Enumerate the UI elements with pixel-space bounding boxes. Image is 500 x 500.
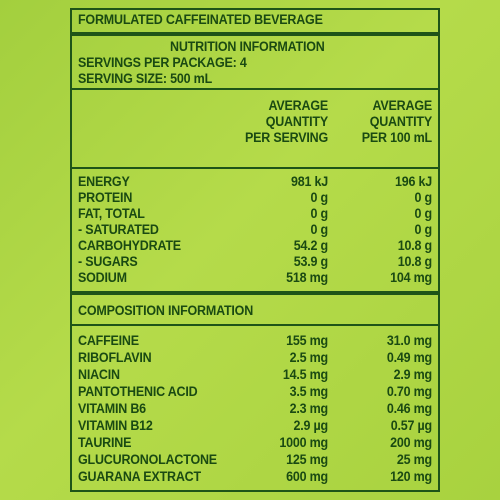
ingredient-label: VITAMIN B12 [78, 418, 153, 434]
nutrient-label: CARBOHYDRATE [78, 238, 181, 254]
divider [72, 32, 438, 36]
nutrient-per-serving: 981 kJ [290, 174, 328, 190]
divider [72, 167, 438, 169]
ingredient-per-100ml: 2.9 mg [393, 367, 432, 383]
nutrition-heading: NUTRITION INFORMATION [170, 39, 325, 55]
nutrient-per-100ml: 0 g [414, 222, 432, 238]
nutrient-per-100ml: 196 kJ [394, 174, 432, 190]
ingredient-per-serving: 2.9 µg [293, 418, 328, 434]
ingredient-label: TAURINE [78, 435, 132, 451]
ingredient-per-100ml: 0.70 mg [386, 384, 432, 400]
nutrient-per-100ml: 10.8 g [397, 238, 432, 254]
ingredient-per-serving: 14.5 mg [282, 367, 328, 383]
ingredient-label: PANTOTHENIC ACID [78, 384, 198, 400]
ingredient-per-100ml: 200 mg [390, 435, 432, 451]
divider [72, 324, 438, 326]
nutrient-per-serving: 518 mg [286, 270, 328, 286]
ingredient-label: GLUCURONOLACTONE [78, 452, 217, 468]
ingredient-per-serving: 3.5 mg [289, 384, 328, 400]
ingredient-label: RIBOFLAVIN [78, 350, 152, 366]
nutrient-per-serving: 54.2 g [293, 238, 328, 254]
ingredient-label: CAFFEINE [78, 333, 139, 349]
nutrient-per-serving: 0 g [310, 190, 328, 206]
ingredient-label: GUARANA EXTRACT [78, 469, 201, 485]
nutrient-per-100ml: 0 g [414, 206, 432, 222]
col-header-per-serving-line1: AVERAGE [268, 98, 328, 114]
ingredient-per-100ml: 31.0 mg [386, 333, 432, 349]
divider [72, 291, 438, 295]
ingredient-label: VITAMIN B6 [78, 401, 146, 417]
nutrient-label: FAT, TOTAL [78, 206, 145, 222]
ingredient-per-100ml: 120 mg [390, 469, 432, 485]
ingredient-per-100ml: 0.46 mg [386, 401, 432, 417]
col-header-per-100ml-line1: AVERAGE [372, 98, 432, 114]
nutrient-label: ENERGY [78, 174, 130, 190]
col-header-per-100ml-line2: QUANTITY [369, 114, 432, 130]
nutrient-label: - SUGARS [78, 254, 138, 270]
ingredient-per-100ml: 25 mg [396, 452, 432, 468]
ingredient-label: NIACIN [78, 367, 120, 383]
divider [72, 88, 438, 90]
ingredient-per-serving: 1000 mg [279, 435, 328, 451]
nutrient-per-serving: 0 g [310, 222, 328, 238]
ingredient-per-serving: 125 mg [286, 452, 328, 468]
composition-heading: COMPOSITION INFORMATION [78, 303, 254, 319]
col-header-per-serving-line3: PER SERVING [244, 130, 328, 146]
nutrient-per-100ml: 104 mg [390, 270, 432, 286]
nutrient-per-100ml: 0 g [414, 190, 432, 206]
col-header-per-100ml-line3: PER 100 mL [361, 130, 432, 146]
serving-size: SERVING SIZE: 500 mL [78, 71, 213, 87]
ingredient-per-serving: 2.5 mg [289, 350, 328, 366]
product-type-title: FORMULATED CAFFEINATED BEVERAGE [78, 12, 323, 28]
ingredient-per-serving: 155 mg [286, 333, 328, 349]
nutrition-panel-box [70, 8, 440, 492]
nutrient-per-100ml: 10.8 g [397, 254, 432, 270]
ingredient-per-100ml: 0.57 µg [390, 418, 432, 434]
nutrient-per-serving: 53.9 g [293, 254, 328, 270]
nutrient-label: PROTEIN [78, 190, 133, 206]
servings-per-package: SERVINGS PER PACKAGE: 4 [78, 55, 247, 71]
ingredient-per-serving: 600 mg [286, 469, 328, 485]
ingredient-per-100ml: 0.49 mg [386, 350, 432, 366]
col-header-per-serving-line2: QUANTITY [265, 114, 328, 130]
nutrient-per-serving: 0 g [310, 206, 328, 222]
nutrient-label: SODIUM [78, 270, 127, 286]
ingredient-per-serving: 2.3 mg [289, 401, 328, 417]
nutrient-label: - SATURATED [78, 222, 159, 238]
